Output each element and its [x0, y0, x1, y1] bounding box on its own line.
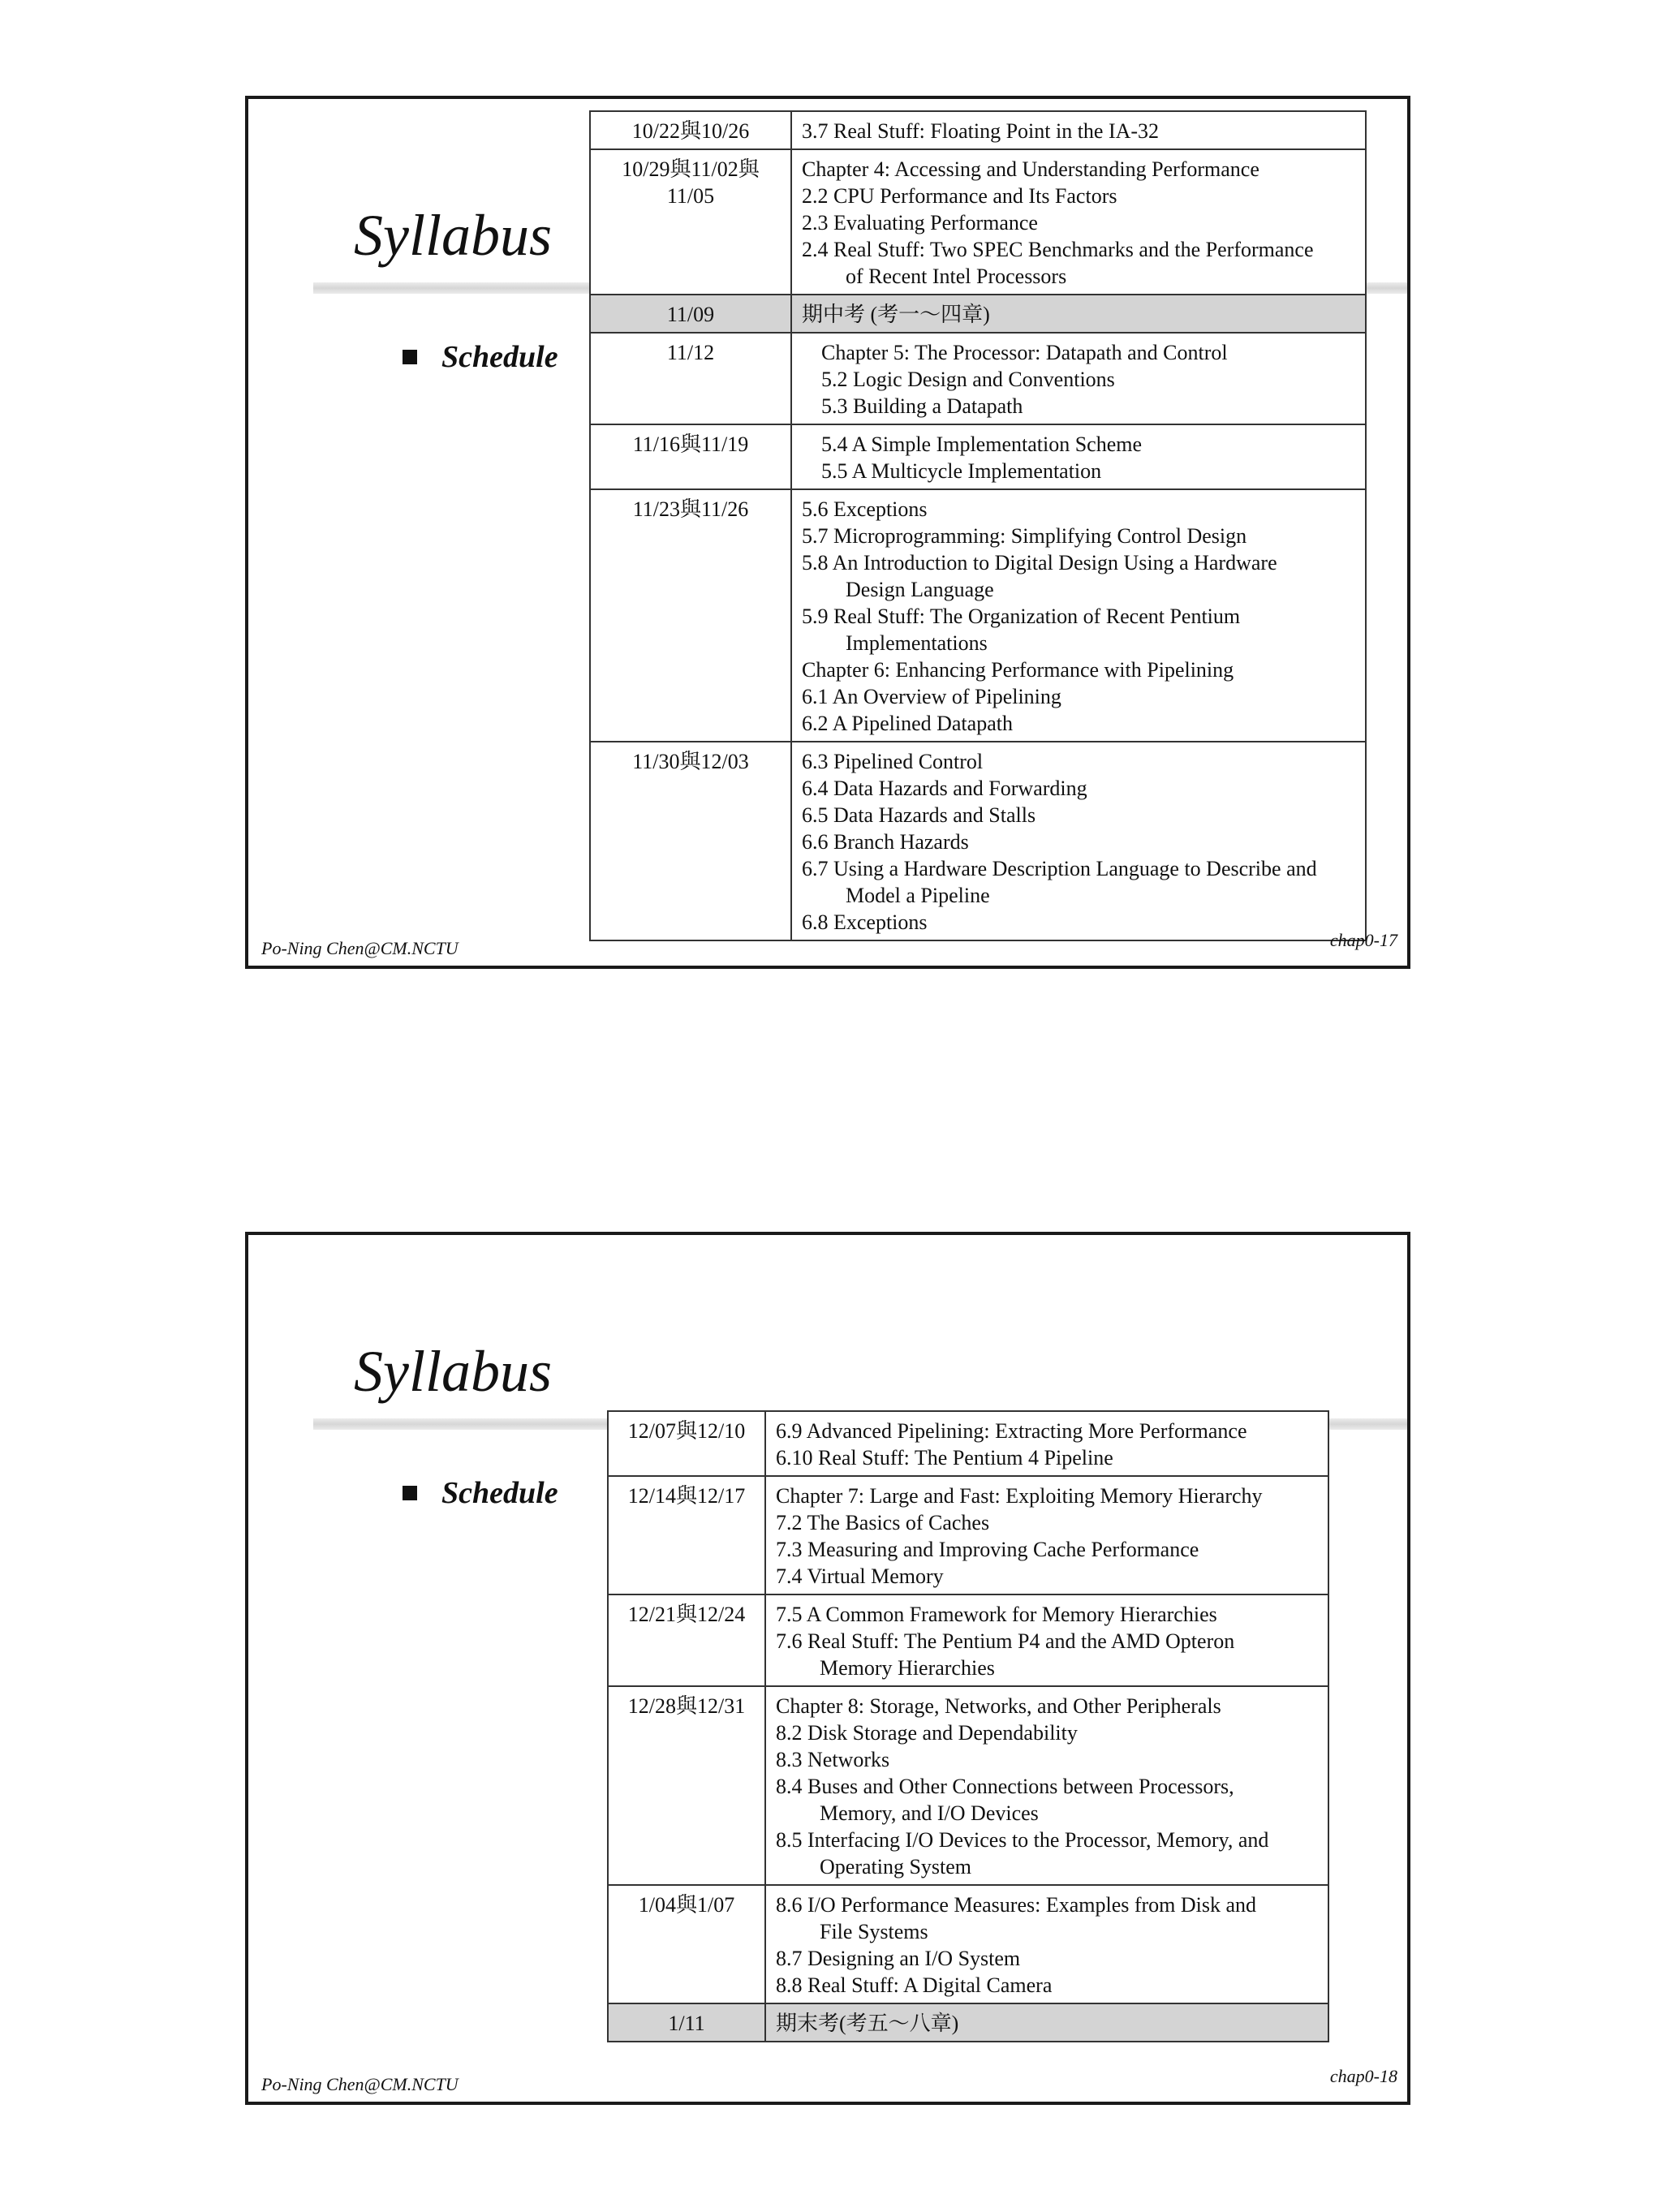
table-row [608, 1885, 1328, 2003]
table-row [590, 424, 1366, 489]
date-text: 1/04與1/07 [638, 1893, 735, 1917]
table-row [590, 333, 1366, 424]
date-text: 11/12 [666, 341, 715, 364]
topic-line: 5.5 A Multicycle Implementation [821, 459, 1102, 483]
square-bullet-icon [403, 1486, 417, 1500]
topic-line: 7.4 Virtual Memory [776, 1564, 944, 1588]
topic-line: 6.5 Data Hazards and Stalls [802, 803, 1036, 827]
topic-line: 8.6 I/O Performance Measures: Examples from Disk and [776, 1893, 1257, 1917]
topic-line: 5.3 Building a Datapath [821, 394, 1023, 418]
date-cell [608, 1594, 765, 1686]
topic-line: Memory, and I/O Devices [820, 1801, 1039, 1825]
topic-line: 6.2 A Pipelined Datapath [802, 712, 1013, 735]
date-cell [590, 742, 791, 940]
topic-line: 8.8 Real Stuff: A Digital Camera [776, 1973, 1053, 1997]
footer-page-number: chap0-18 [1329, 2066, 1397, 2086]
date-text: 12/21與12/24 [627, 1603, 746, 1626]
date-text: 11/05 [666, 184, 715, 208]
topic-line: Operating System [820, 1855, 972, 1878]
bullet-schedule [403, 339, 558, 375]
date-text: 10/29與11/02與 [622, 157, 760, 181]
topic-cell [791, 489, 1366, 742]
topic-cell [765, 1476, 1328, 1594]
topic-line: 5.6 Exceptions [802, 497, 928, 521]
date-cell [608, 1686, 765, 1885]
date-cell [590, 295, 791, 333]
topic-line: Chapter 4: Accessing and Understanding Performance [802, 157, 1259, 181]
date-cell [608, 1885, 765, 2003]
bullet-label: Schedule [441, 340, 558, 374]
date-text: 12/28與12/31 [627, 1694, 746, 1718]
topic-line: 6.8 Exceptions [802, 910, 928, 934]
date-cell [608, 2003, 765, 2042]
topic-cell [765, 1885, 1328, 2003]
topic-cell [791, 333, 1366, 424]
date-text: 10/22與10/26 [631, 119, 750, 143]
topic-line: 5.7 Microprogramming: Simplifying Control Design [802, 524, 1247, 548]
topic-line: 5.2 Logic Design and Conventions [821, 368, 1115, 391]
date-cell [608, 1411, 765, 1476]
topic-line: 2.4 Real Stuff: Two SPEC Benchmarks and the Performance [802, 238, 1314, 261]
footer-page-number: chap0-17 [1329, 930, 1397, 950]
date-text: 11/09 [666, 303, 715, 326]
topic-line: Chapter 8: Storage, Networks, and Other Peripherals [776, 1694, 1221, 1718]
date-text: 11/23與11/26 [632, 497, 749, 521]
footer-author: Po-Ning Chen@CM.NCTU [261, 938, 459, 958]
topic-line: 2.3 Evaluating Performance [802, 211, 1038, 235]
schedule-table [607, 1410, 1329, 2042]
topic-line: 6.4 Data Hazards and Forwarding [802, 777, 1087, 800]
topic-line: 2.2 CPU Performance and Its Factors [802, 184, 1117, 208]
topic-cell [791, 111, 1366, 149]
topic-line: 期末考(考五～八章) [776, 2012, 959, 2035]
table-row [608, 1686, 1328, 1885]
topic-cell [765, 2003, 1328, 2042]
topic-cell [791, 424, 1366, 489]
topic-line: Chapter 7: Large and Fast: Exploiting Memory Hierarchy [776, 1484, 1263, 1508]
topic-line: 8.5 Interfacing I/O Devices to the Processor, Memory, and [776, 1828, 1269, 1852]
topic-line: 8.2 Disk Storage and Dependability [776, 1721, 1078, 1745]
topic-line: 期中考 (考一～四章) [802, 303, 990, 326]
slide-title: Syllabus [354, 203, 552, 268]
slide-chap0-18 [245, 1232, 1410, 2105]
table-row [608, 1411, 1328, 1476]
date-cell [590, 111, 791, 149]
date-text: 11/16與11/19 [632, 433, 749, 456]
topic-line: 6.3 Pipelined Control [802, 750, 984, 773]
topic-line: 3.7 Real Stuff: Floating Point in the IA-32 [802, 119, 1160, 143]
schedule-table [589, 110, 1367, 941]
topic-line: 5.4 A Simple Implementation Scheme [821, 433, 1143, 456]
date-text: 12/07與12/10 [627, 1419, 746, 1443]
topic-line: 7.2 The Basics of Caches [776, 1511, 990, 1534]
table-row [608, 1594, 1328, 1686]
date-text: 12/14與12/17 [627, 1484, 746, 1508]
square-bullet-icon [403, 350, 417, 364]
exam-row [608, 2003, 1328, 2042]
topic-cell [791, 742, 1366, 940]
table-row [590, 149, 1366, 295]
topic-cell [765, 1686, 1328, 1885]
slide-title: Syllabus [354, 1339, 552, 1404]
topic-line: 8.4 Buses and Other Connections between Processors, [776, 1775, 1234, 1798]
topic-cell [791, 149, 1366, 295]
topic-cell [765, 1594, 1328, 1686]
topic-line: Implementations [846, 631, 988, 655]
date-cell [590, 333, 791, 424]
topic-cell [791, 295, 1366, 333]
topic-line: 7.3 Measuring and Improving Cache Performance [776, 1538, 1199, 1561]
bullet-label: Schedule [441, 1476, 558, 1510]
topic-line: 6.1 An Overview of Pipelining [802, 685, 1061, 708]
topic-line: 6.9 Advanced Pipelining: Extracting More Performance [776, 1419, 1247, 1443]
slide-chap0-17 [245, 96, 1410, 969]
bullet-schedule [403, 1475, 558, 1511]
topic-line: 5.8 An Introduction to Digital Design Using a Hardware [802, 551, 1277, 575]
topic-line: of Recent Intel Processors [846, 265, 1067, 288]
topic-line: Chapter 5: The Processor: Datapath and Control [821, 341, 1228, 364]
date-cell [590, 149, 791, 295]
date-text: 11/30與12/03 [632, 750, 749, 773]
date-text: 1/11 [668, 2012, 705, 2035]
date-cell [608, 1476, 765, 1594]
topic-line: 8.3 Networks [776, 1748, 890, 1771]
topic-line: File Systems [820, 1920, 928, 1943]
topic-cell [765, 1411, 1328, 1476]
topic-line: 8.7 Designing an I/O System [776, 1947, 1021, 1970]
exam-row [590, 295, 1366, 333]
table-row [590, 111, 1366, 149]
topic-line: 6.7 Using a Hardware Description Language to Describe and [802, 857, 1317, 880]
topic-line: Model a Pipeline [846, 884, 990, 907]
topic-line: 6.6 Branch Hazards [802, 830, 969, 854]
topic-line: Memory Hierarchies [820, 1656, 995, 1680]
topic-line: Chapter 6: Enhancing Performance with Pipelining [802, 658, 1234, 682]
topic-line: 5.9 Real Stuff: The Organization of Recent Pentium [802, 605, 1241, 628]
table-row [608, 1476, 1328, 1594]
date-cell [590, 424, 791, 489]
footer-author: Po-Ning Chen@CM.NCTU [261, 2074, 459, 2094]
date-cell [590, 489, 791, 742]
topic-line: 6.10 Real Stuff: The Pentium 4 Pipeline [776, 1446, 1113, 1470]
topic-line: Design Language [846, 578, 994, 601]
table-row [590, 489, 1366, 742]
topic-line: 7.5 A Common Framework for Memory Hierarchies [776, 1603, 1217, 1626]
table-row [590, 742, 1366, 940]
topic-line: 7.6 Real Stuff: The Pentium P4 and the AMD Opteron [776, 1629, 1235, 1653]
